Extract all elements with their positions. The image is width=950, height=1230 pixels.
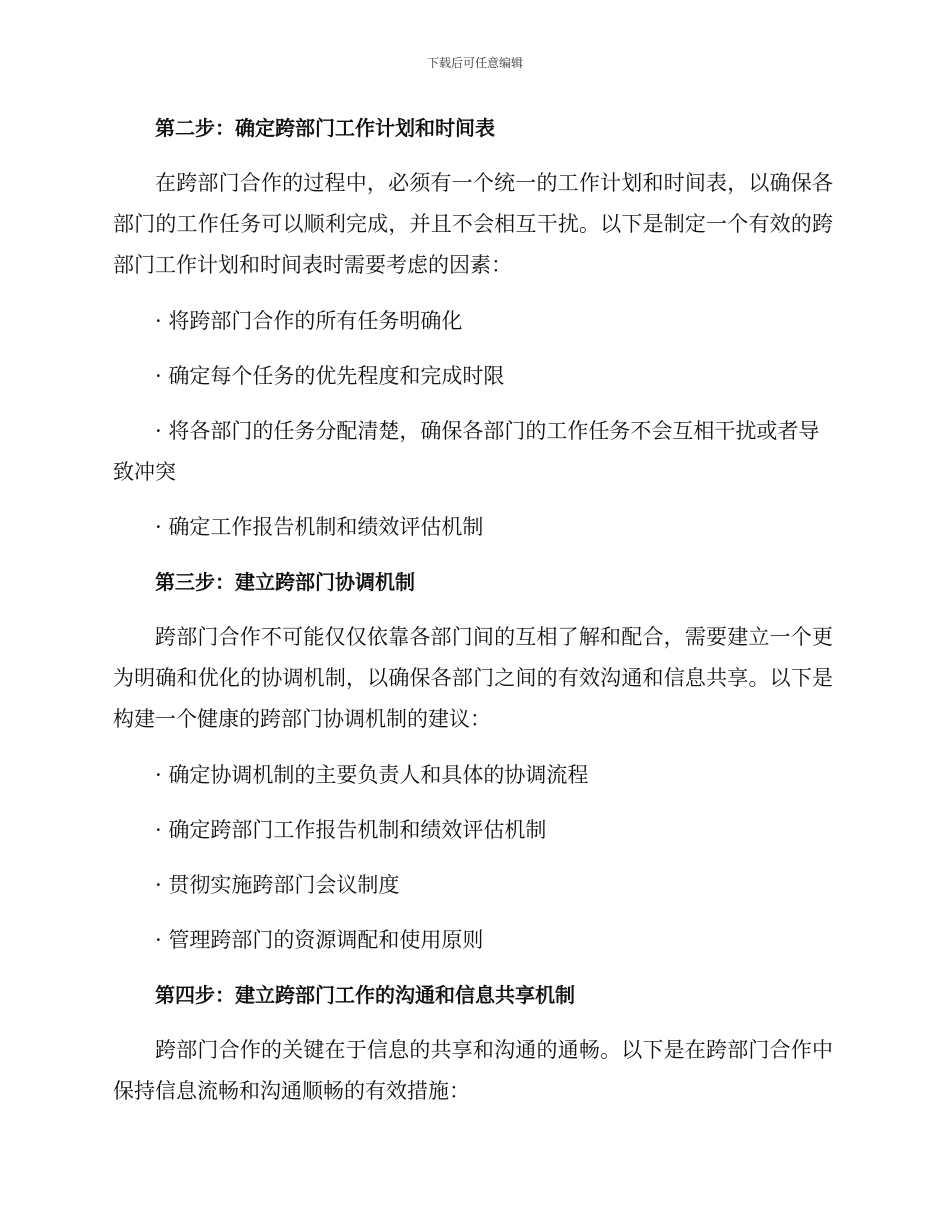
section-heading-step3: 第三步：建立跨部门协调机制 bbox=[155, 570, 415, 594]
document-body bbox=[113, 108, 833, 1127]
section-paragraph-step3: 跨部门合作不可能仅仅依靠各部门间的互相了解和配合，需要建立一个更为明确和优化的协调机制，以确保各部门之间的有效沟通和信息共享。以下是构建一个健康的跨部门协调机制的建议： bbox=[113, 625, 833, 731]
bullet-item: · 确定跨部门工作报告机制和绩效评估机制 bbox=[155, 818, 547, 842]
bullet-item: · 将跨部门合作的所有任务明确化 bbox=[155, 309, 463, 333]
section-paragraph-step4: 跨部门合作的关键在于信息的共享和沟通的通畅。以下是在跨部门合作中保持信息流畅和沟通顺畅的有效措施： bbox=[113, 1038, 833, 1103]
bullet-item: · 将各部门的任务分配清楚，确保各部门的工作任务不会互相干扰或者导致冲突 bbox=[113, 419, 820, 484]
section-heading-step2: 第二步：确定跨部门工作计划和时间表 bbox=[155, 116, 495, 140]
bullet-item: · 贯彻实施跨部门会议制度 bbox=[155, 873, 400, 897]
section-paragraph-step2: 在跨部门合作的过程中，必须有一个统一的工作计划和时间表，以确保各部门的工作任务可以顺利完成，并且不会相互干扰。以下是制定一个有效的跨部门工作计划和时间表时需要考虑的因素： bbox=[113, 171, 833, 277]
section-heading-step4: 第四步：建立跨部门工作的沟通和信息共享机制 bbox=[155, 983, 575, 1007]
bullet-item: · 确定工作报告机制和绩效评估机制 bbox=[155, 515, 484, 539]
bullet-item: · 确定每个任务的优先程度和完成时限 bbox=[155, 364, 505, 388]
page-header: 下载后可任意编辑 bbox=[426, 56, 523, 70]
bullet-item: · 确定协调机制的主要负责人和具体的协调流程 bbox=[155, 763, 589, 787]
bullet-item: · 管理跨部门的资源调配和使用原则 bbox=[155, 928, 484, 952]
